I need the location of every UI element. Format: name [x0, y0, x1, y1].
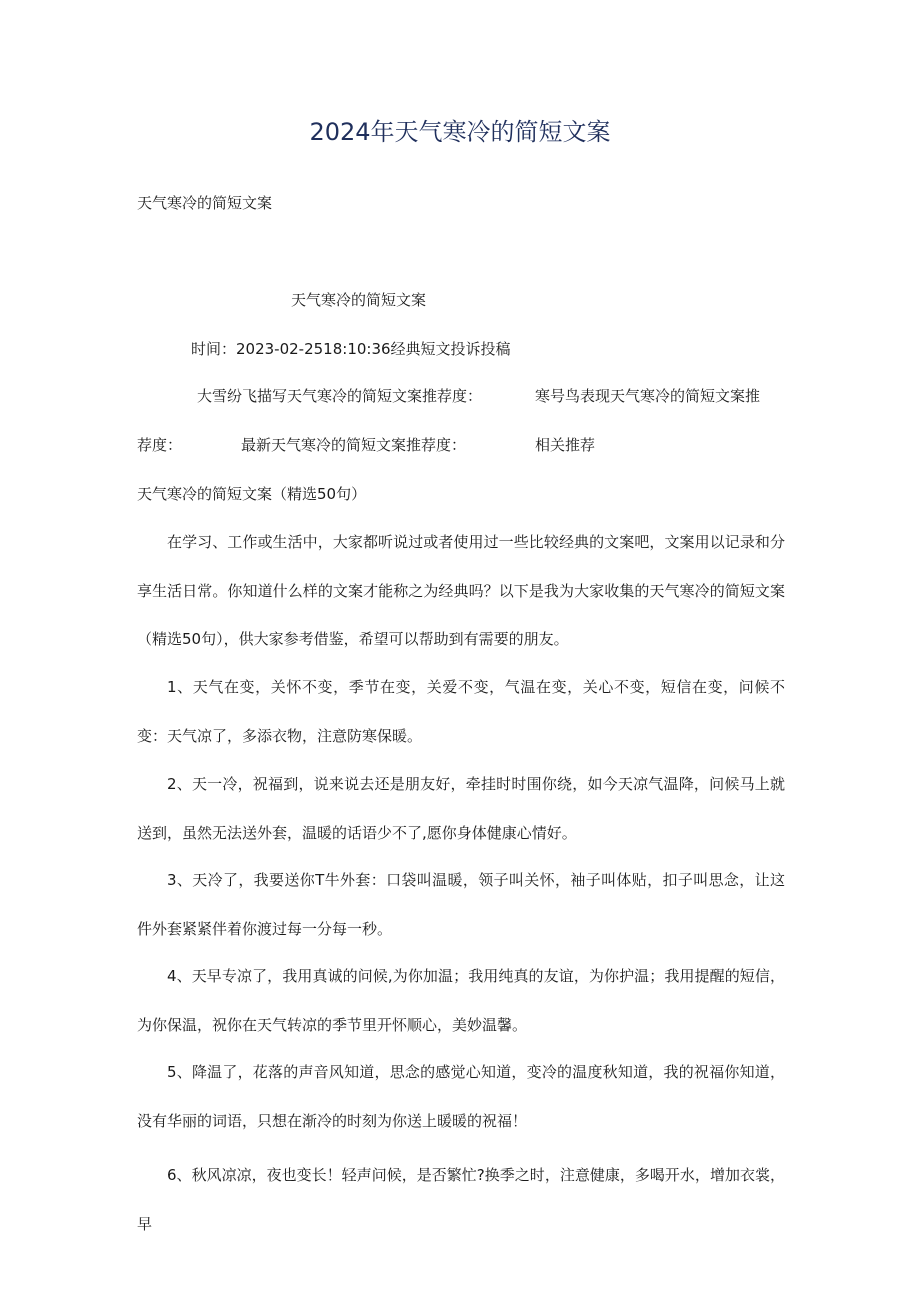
list-item: 5、降温了，花落的声音风知道，思念的感觉心知道，变冷的温度秋知道，我的祝福你知道，没有华丽的词语，只想在渐冷的时刻为你送上暖暖的祝福！ — [137, 1063, 785, 1130]
list-item: 1、天气在变，关怀不变，季节在变，关爱不变，气温在变，关心不变，短信在变，问候不变：天气凉了，多添衣物，注意防寒保暖。 — [137, 678, 785, 745]
recommendation-item: 寒号鸟表现天气寒冷的简短文案推 — [535, 387, 761, 405]
recommendation-item: 最新天气寒冷的简短文案推荐度： — [241, 436, 467, 454]
page-title: 2024年天气寒冷的简短文案 — [309, 118, 611, 146]
list-item: 4、天早专凉了，我用真诚的问候,为你加温；我用纯真的友谊，为你护温；我用提醒的短信，为你保温，祝你在天气转凉的季节里开怀顺心，美妙温馨。 — [137, 967, 785, 1034]
related-recommendations-label: 相关推荐 — [535, 436, 596, 454]
article-title: 天气寒冷的简短文案 — [291, 291, 427, 309]
subtitle: 天气寒冷的简短文案 — [137, 194, 273, 212]
list-item: 2、天一冷，祝福到，说来说去还是朋友好，牵挂时时围你绕，如今天凉气温降，问候马上就送到，虽然无法送外套，温暖的话语少不了,愿你身体健康心情好。 — [137, 775, 785, 842]
intro-paragraph: 在学习、工作或生活中，大家都听说过或者使用过一些比较经典的文案吧，文案用以记录和分享生活日常。你知道什么样的文案才能称之为经典吗？以下是我为大家收集的天气寒冷的简短文案（精选50句），供大家参考借鉴，希望可以帮助到有需要的朋友。 — [137, 533, 785, 648]
recommendation-item: 荐度： — [137, 436, 183, 454]
recommendation-item: 大雪纷飞描写天气寒冷的简短文案推荐度： — [197, 387, 483, 405]
list-item: 3、天冷了，我要送你T牛外套：口袋叫温暖，领子叫关怀，袖子叫体贴，扣子叫思念，让这件外套紧紧伴着你渡过每一分每一秒。 — [137, 871, 785, 938]
article-meta: 时间：2023-02-2518:10:36经典短文投诉投稿 — [191, 340, 511, 358]
section-heading: 天气寒冷的简短文案（精选50句） — [137, 485, 367, 503]
list-item: 6、秋风凉凉，夜也变长！轻声问候，是否繁忙?换季之时，注意健康，多喝开水，增加衣裳，早 — [137, 1166, 785, 1233]
